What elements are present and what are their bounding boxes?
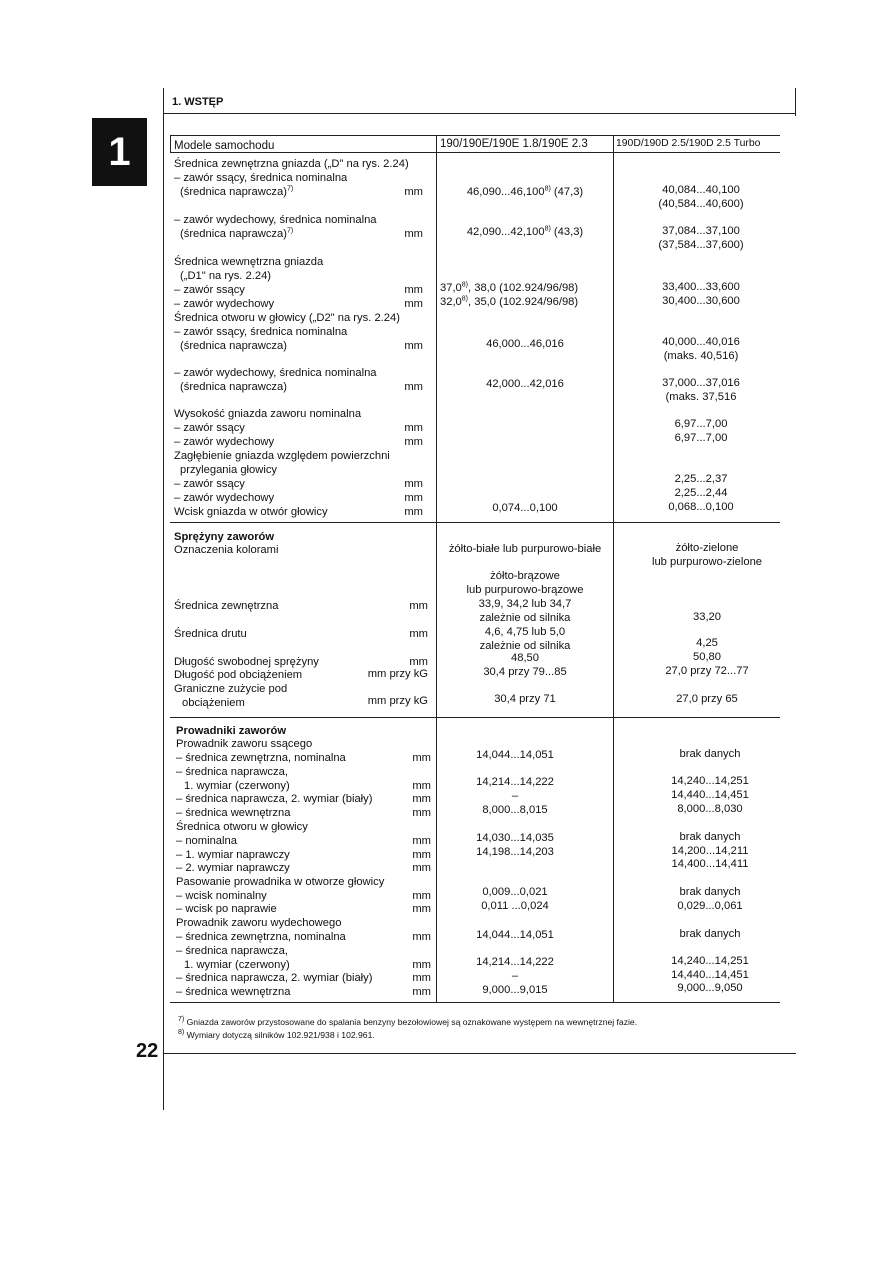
value-petrol: 0,011 ...0,024 — [481, 900, 549, 912]
value-diesel: 2,25...2,37 — [674, 473, 728, 485]
column-divider-2 — [613, 135, 614, 1002]
value-diesel: 9,000...9,050 — [677, 982, 743, 994]
value-petrol: 9,000...9,015 — [482, 984, 548, 996]
row-unit: mm — [409, 628, 428, 640]
row-unit: mm — [412, 752, 431, 764]
value-petrol: 42,000...42,016 — [486, 378, 564, 390]
bottom-rule — [163, 1053, 796, 1054]
section-divider-2 — [170, 717, 780, 718]
row-unit: mm — [404, 478, 423, 490]
value-diesel: 37,000...37,016 — [662, 377, 740, 389]
row-label: przylegania głowicy — [180, 464, 278, 476]
value-diesel: brak danych — [679, 748, 741, 760]
row-label: Średnica wewnętrzna gniazda — [174, 256, 324, 268]
row-label: – zawór ssący — [174, 284, 245, 296]
row-unit: mm — [409, 600, 428, 612]
row-label: Średnica otworu w głowicy („D2" na rys. 2.24) — [174, 312, 400, 324]
row-label: – średnica naprawcza, 2. wymiar (biały) — [176, 793, 373, 805]
value-petrol: 46,090...46,100$^{8)}$ (47,3) — [466, 185, 584, 198]
row-label: – zawór wydechowy, średnica nominalna — [174, 214, 377, 226]
value-petrol: 0,074...0,100 — [492, 502, 558, 514]
row-label: – średnica zewnętrzna, nominalna — [176, 752, 346, 764]
value-diesel: (40,584...40,600) — [658, 198, 744, 210]
section-title-springs: Sprężyny zaworów — [174, 531, 275, 543]
value-petrol: – — [511, 790, 519, 802]
row-unit: mm — [412, 986, 431, 998]
value-diesel: 6,97...7,00 — [674, 418, 728, 430]
row-unit: mm — [412, 890, 431, 902]
row-unit: mm — [404, 284, 423, 296]
row-unit: mm — [409, 656, 428, 668]
section-divider-1 — [170, 522, 780, 523]
value-petrol: 30,4 przy 79...85 — [483, 666, 567, 678]
row-label: – zawór ssący — [174, 422, 245, 434]
row-label: – wcisk nominalny — [176, 890, 267, 902]
value-diesel: żółto-zielone — [675, 542, 739, 554]
chapter-number-tab: 1 — [92, 118, 147, 186]
column-header-petrol: 190/190E/190E 1.8/190E 2.3 — [440, 138, 588, 150]
row-label: – zawór wydechowy — [174, 436, 275, 448]
row-label: 1. wymiar (czerwony) — [184, 959, 290, 971]
value-diesel: 6,97...7,00 — [674, 432, 728, 444]
value-diesel: 37,084...37,100 — [662, 225, 740, 237]
row-unit: mm — [404, 506, 423, 518]
row-unit: mm — [412, 959, 431, 971]
row-label: Graniczne zużycie pod — [174, 683, 288, 695]
value-diesel: brak danych — [679, 886, 741, 898]
row-label: Wysokość gniazda zaworu nominalna — [174, 408, 362, 420]
row-unit: mm — [412, 903, 431, 915]
row-unit: mm — [412, 849, 431, 861]
value-petrol: 48,50 — [511, 652, 539, 664]
section-title-guides: Prowadniki zaworów — [176, 725, 287, 737]
row-unit: mm — [404, 186, 423, 198]
row-label: – średnica naprawcza, — [176, 766, 288, 778]
value-diesel: 30,400...30,600 — [662, 295, 740, 307]
value-diesel: 2,25...2,44 — [674, 487, 728, 499]
row-label: (średnica naprawcza) — [180, 340, 287, 352]
value-petrol: żółto-brązowe — [490, 570, 560, 582]
left-margin-line — [163, 88, 164, 1110]
value-diesel: 33,20 — [693, 611, 721, 623]
value-petrol: 14,044...14,051 — [476, 749, 554, 761]
row-label: („D1" na rys. 2.24) — [180, 270, 272, 282]
value-diesel: 33,400...33,600 — [662, 281, 740, 293]
row-label: – średnica naprawcza, 2. wymiar (biały) — [176, 972, 373, 984]
value-petrol: 0,009...0,021 — [482, 886, 548, 898]
value-diesel: 27,0 przy 72...77 — [665, 665, 749, 677]
table-left-line — [170, 135, 171, 153]
value-diesel: (maks. 37,516 — [665, 391, 737, 403]
row-label: Oznaczenia kolorami — [174, 544, 279, 556]
row-unit: mm — [404, 340, 423, 352]
value-petrol: 14,214...14,222 — [476, 956, 554, 968]
row-label: – zawór wydechowy, średnica nominalna — [174, 367, 377, 379]
row-label: Średnica zewnętrzna — [174, 600, 279, 612]
row-label: Długość pod obciążeniem — [174, 669, 303, 681]
row-label: – zawór wydechowy — [174, 492, 275, 504]
row-unit: mm — [404, 298, 423, 310]
row-label: Pasowanie prowadnika w otworze głowicy — [176, 876, 385, 888]
value-petrol: żółto-białe lub purpurowo-białe — [448, 543, 602, 555]
row-label: Zagłębienie gniazda względem powierzchni — [174, 450, 390, 462]
row-unit: mm — [412, 780, 431, 792]
row-label: – zawór wydechowy — [174, 298, 275, 310]
value-diesel: (37,584...37,600) — [658, 239, 744, 251]
value-petrol: 14,198...14,203 — [476, 846, 554, 858]
row-label: obciążeniem — [182, 697, 245, 709]
row-unit: mm — [404, 436, 423, 448]
row-unit: mm — [404, 381, 423, 393]
row-unit: mm — [412, 807, 431, 819]
row-unit: mm — [412, 862, 431, 874]
header-rule — [163, 113, 796, 114]
row-label: Średnica zewnętrzna gniazda („D" na rys. 2.24) — [174, 158, 409, 170]
row-label: Prowadnik zaworu wydechowego — [176, 917, 342, 929]
value-diesel: 14,400...14,411 — [671, 858, 749, 870]
value-petrol: 46,000...46,016 — [486, 338, 564, 350]
value-diesel: 40,000...40,016 — [662, 336, 740, 348]
row-label: – średnica naprawcza, — [176, 945, 288, 957]
row-label: (średnica naprawcza)$^{7)}$ — [180, 185, 294, 198]
value-petrol: zależnie od silnika — [479, 640, 571, 652]
column-header-label: Modele samochodu — [174, 140, 275, 152]
row-label: – 1. wymiar naprawczy — [176, 849, 290, 861]
value-diesel: 40,084...40,100 — [662, 184, 740, 196]
value-diesel: 0,068...0,100 — [668, 501, 734, 513]
row-label: Średnica otworu w głowicy — [176, 821, 308, 833]
row-unit: mm — [412, 931, 431, 943]
value-petrol: 42,090...42,100$^{8)}$ (43,3) — [466, 225, 584, 238]
value-petrol: 32,0$^{8)}$, 35,0 (102.924/96/98) — [440, 295, 579, 308]
value-petrol: 37,0$^{8)}$, 38,0 (102.924/96/98) — [440, 281, 579, 294]
row-label: 1. wymiar (czerwony) — [184, 780, 290, 792]
value-diesel: 14,240...14,251 — [671, 775, 749, 787]
value-diesel: 14,440...14,451 — [671, 969, 749, 981]
row-label: – zawór ssący, średnica nominalna — [174, 326, 348, 338]
value-diesel: brak danych — [679, 831, 741, 843]
value-petrol: – — [511, 970, 519, 982]
row-label: – zawór ssący — [174, 478, 245, 490]
value-petrol: 14,044...14,051 — [476, 929, 554, 941]
value-diesel: (maks. 40,516) — [663, 350, 739, 362]
row-label: (średnica naprawcza) — [180, 381, 287, 393]
row-unit: mm — [404, 228, 423, 240]
value-diesel: 27,0 przy 65 — [676, 693, 738, 705]
value-petrol: 14,214...14,222 — [476, 776, 554, 788]
value-diesel: 14,440...14,451 — [671, 789, 749, 801]
column-header-diesel: 190D/190D 2.5/190D 2.5 Turbo — [616, 138, 761, 149]
table-top-line — [170, 135, 780, 136]
value-petrol: lub purpurowo-brązowe — [466, 584, 584, 596]
row-label: – średnica zewnętrzna, nominalna — [176, 931, 346, 943]
footnote-8: $^{8)}$ Wymiary dotyczą silników 102.921/938 i 102.961. — [178, 1029, 375, 1040]
row-unit: mm przy kG — [367, 668, 428, 680]
footnote-7: $^{7)}$ Gniazda zaworów przystosowane do spalania benzyny bezołowiowej są oznakowane występem na wewnętrznej fazie. — [178, 1016, 638, 1027]
value-petrol: 33,9, 34,2 lub 34,7 — [478, 598, 572, 610]
row-label: – zawór ssący, średnica nominalna — [174, 172, 348, 184]
row-label: – 2. wymiar naprawczy — [176, 862, 290, 874]
row-label: – średnica wewnętrzna — [176, 807, 291, 819]
row-label: – nominalna — [176, 835, 237, 847]
row-label: (średnica naprawcza)$^{7)}$ — [180, 227, 294, 240]
column-divider-1 — [436, 135, 437, 1002]
table-bottom-line — [170, 1002, 780, 1003]
value-diesel: 14,200...14,211 — [671, 845, 749, 857]
row-label: – wcisk po naprawie — [176, 903, 277, 915]
value-diesel: brak danych — [679, 928, 741, 940]
chapter-title: 1. WSTĘP — [172, 96, 224, 108]
row-label: Długość swobodnej sprężyny — [174, 656, 319, 668]
value-petrol: 8,000...8,015 — [482, 804, 548, 816]
value-petrol: 14,030...14,035 — [476, 832, 554, 844]
row-label: Średnica drutu — [174, 628, 247, 640]
value-diesel: 0,029...0,061 — [677, 900, 743, 912]
row-label: Prowadnik zaworu ssącego — [176, 738, 313, 750]
value-diesel: lub purpurowo-zielone — [651, 556, 763, 568]
row-unit: mm — [404, 422, 423, 434]
row-label: – średnica wewnętrzna — [176, 986, 291, 998]
row-unit: mm — [412, 972, 431, 984]
value-diesel: 50,80 — [693, 651, 721, 663]
page-number: 22 — [136, 1040, 159, 1062]
row-label: Wcisk gniazda w otwór głowicy — [174, 506, 328, 518]
row-unit: mm przy kG — [367, 695, 428, 707]
row-unit: mm — [412, 793, 431, 805]
value-diesel: 4,25 — [696, 637, 718, 649]
row-unit: mm — [404, 492, 423, 504]
value-diesel: 8,000...8,030 — [677, 803, 743, 815]
value-petrol: 4,6, 4,75 lub 5,0 — [484, 626, 566, 638]
value-petrol: zależnie od silnika — [479, 612, 571, 624]
row-unit: mm — [412, 835, 431, 847]
right-border-line — [795, 88, 796, 116]
value-diesel: 14,240...14,251 — [671, 955, 749, 967]
value-petrol: 30,4 przy 71 — [494, 693, 556, 705]
